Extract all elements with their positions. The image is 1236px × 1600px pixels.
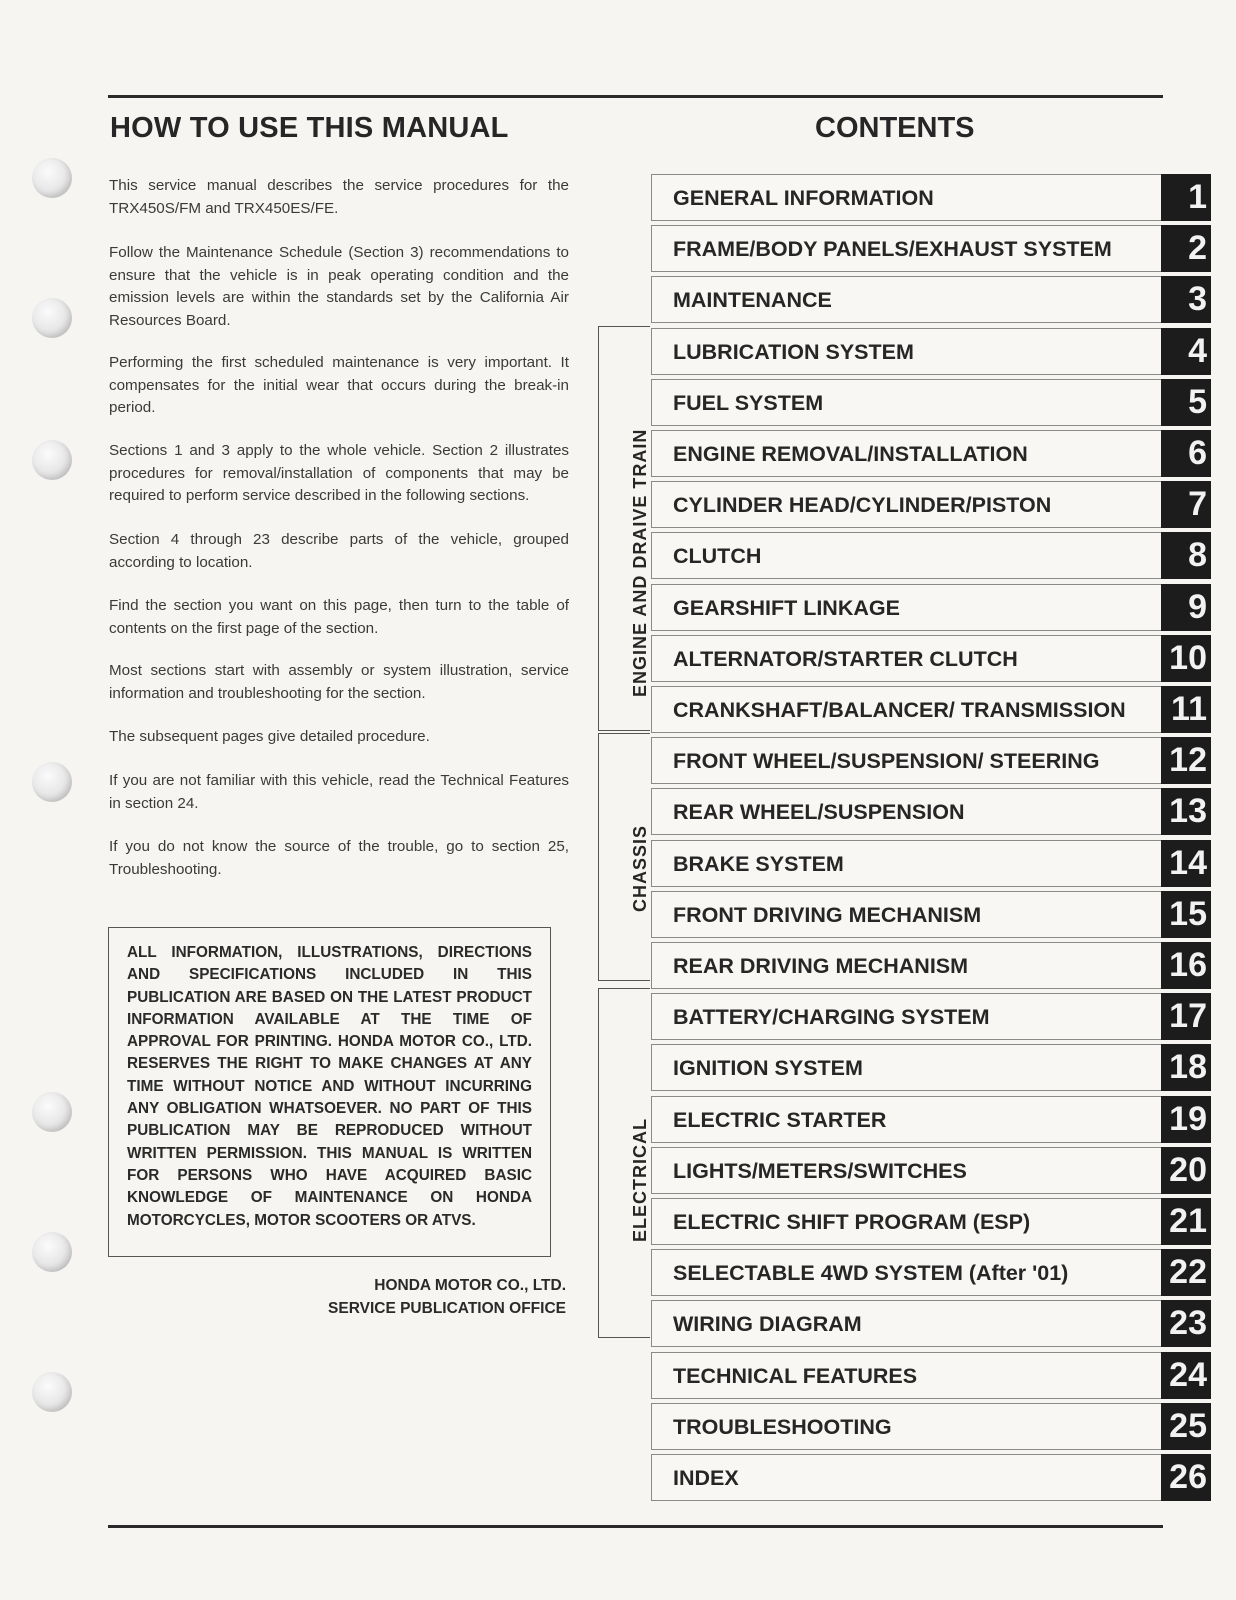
contents-title: CONTENTS — [815, 112, 975, 144]
intro-paragraph: Performing the first scheduled maintenance is very important. It compensates for the initial wear that occurs during the break-in period. — [109, 354, 569, 416]
section-number-tab: 21 — [1161, 1198, 1211, 1245]
contents-row-22[interactable] — [651, 1249, 1211, 1296]
disclaimer-box — [108, 927, 551, 1257]
section-number-tab: 17 — [1161, 993, 1211, 1040]
section-title: FRONT WHEEL/SUSPENSION/ STEERING — [673, 748, 1100, 773]
contents-row-14[interactable] — [651, 840, 1211, 887]
contents-row-21[interactable] — [651, 1198, 1211, 1245]
publisher-block — [328, 1274, 566, 1320]
section-title: FRONT DRIVING MECHANISM — [673, 902, 982, 927]
binder-hole — [32, 298, 72, 338]
contents-row-2[interactable] — [651, 225, 1211, 272]
section-number-tab: 9 — [1161, 584, 1211, 631]
contents-row-12[interactable] — [651, 737, 1211, 784]
section-title: ALTERNATOR/STARTER CLUTCH — [673, 646, 1018, 671]
intro-paragraph: If you do not know the source of the trouble, go to section 25, Troubleshooting. — [109, 838, 569, 878]
publisher-office: SERVICE PUBLICATION OFFICE — [328, 1300, 566, 1317]
group-label-chassis: CHASSIS — [630, 824, 650, 912]
section-title: LUBRICATION SYSTEM — [673, 339, 914, 364]
contents-row-19[interactable] — [651, 1096, 1211, 1143]
bottom-rule — [108, 1525, 1163, 1528]
section-title: MAINTENANCE — [673, 287, 832, 312]
binder-hole — [32, 1372, 72, 1412]
section-number-tab: 14 — [1161, 840, 1211, 887]
section-title: CLUTCH — [673, 543, 762, 568]
section-number-tab: 1 — [1161, 174, 1211, 221]
contents-row-25[interactable] — [651, 1403, 1211, 1450]
contents-row-11[interactable] — [651, 686, 1211, 733]
page-title: HOW TO USE THIS MANUAL — [110, 112, 509, 144]
group-chassis — [598, 733, 650, 981]
section-title: FUEL SYSTEM — [673, 390, 824, 415]
top-rule — [108, 95, 1163, 98]
contents-row-24[interactable] — [651, 1352, 1211, 1399]
section-number-tab: 16 — [1161, 942, 1211, 989]
section-title: SELECTABLE 4WD SYSTEM (After '01) — [673, 1260, 1069, 1285]
binder-hole — [32, 762, 72, 802]
intro-paragraph: Follow the Maintenance Schedule (Section 3) recommendations to ensure that the vehicle is in peak operating condition and the emission levels are within the standards set by the California Air Resources Board. — [109, 244, 569, 329]
section-title: CRANKSHAFT/BALANCER/ TRANSMISSION — [673, 697, 1126, 722]
section-number-tab: 6 — [1161, 430, 1211, 477]
section-title: IGNITION SYSTEM — [673, 1055, 863, 1080]
section-title: FRAME/BODY PANELS/EXHAUST SYSTEM — [673, 236, 1112, 261]
section-number-tab: 12 — [1161, 737, 1211, 784]
contents-row-13[interactable] — [651, 788, 1211, 835]
section-title: BATTERY/CHARGING SYSTEM — [673, 1004, 990, 1029]
section-number-tab: 26 — [1161, 1454, 1211, 1501]
section-title: REAR WHEEL/SUSPENSION — [673, 799, 965, 824]
intro-paragraph: Section 4 through 23 describe parts of the vehicle, grouped according to location. — [109, 531, 569, 571]
section-number-tab: 10 — [1161, 635, 1211, 682]
section-number-tab: 4 — [1161, 328, 1211, 375]
section-number-tab: 5 — [1161, 379, 1211, 426]
contents-row-10[interactable] — [651, 635, 1211, 682]
section-number-tab: 25 — [1161, 1403, 1211, 1450]
section-title: TROUBLESHOOTING — [673, 1414, 892, 1439]
disclaimer-text: ALL INFORMATION, ILLUSTRATIONS, DIRECTIONS AND SPECIFICATIONS INCLUDED IN THIS PUBLICATION ARE BASED ON THE LATEST PRODUCT INFORMATION AVAILABLE AT THE TIME OF APPROVAL FOR PRINTING. HONDA MOTOR CO., LTD. RESERVES THE RIGHT TO MAKE CHANGES AT ANY TIME WITHOUT NOTICE AND WITHOUT INCURRING ANY OBLIGATION WHATSOEVER. NO PART OF THIS PUBLICATION MAY BE REPRODUCED WITHOUT WRITTEN PERMISSION. THIS MANUAL IS WRITTEN FOR PERSONS WHO HAVE ACQUIRED BASIC KNOWLEDGE OF MAINTENANCE ON HONDA MOTORCYCLES, MOTOR SCOOTERS OR ATVS. — [127, 944, 532, 1229]
publisher-name: HONDA MOTOR CO., LTD. — [374, 1277, 566, 1294]
contents-row-7[interactable] — [651, 481, 1211, 528]
intro-paragraph: If you are not familiar with this vehicle, read the Technical Features in section 24. — [109, 772, 569, 812]
section-number-tab: 20 — [1161, 1147, 1211, 1194]
section-number-tab: 19 — [1161, 1096, 1211, 1143]
section-number-tab: 7 — [1161, 481, 1211, 528]
group-label-engine: ENGINE AND DRAIVE TRAIN — [630, 428, 650, 697]
section-number-tab: 18 — [1161, 1044, 1211, 1091]
binder-hole — [32, 158, 72, 198]
contents-row-20[interactable] — [651, 1147, 1211, 1194]
contents-row-18[interactable] — [651, 1044, 1211, 1091]
group-label-electrical: ELECTRICAL — [630, 1118, 650, 1242]
contents-row-4[interactable] — [651, 328, 1211, 375]
section-number-tab: 24 — [1161, 1352, 1211, 1399]
section-number-tab: 15 — [1161, 891, 1211, 938]
contents-row-26[interactable] — [651, 1454, 1211, 1501]
binder-hole — [32, 1232, 72, 1272]
section-number-tab: 2 — [1161, 225, 1211, 272]
section-title: BRAKE SYSTEM — [673, 851, 844, 876]
section-title: ELECTRIC SHIFT PROGRAM (ESP) — [673, 1209, 1031, 1234]
contents-row-8[interactable] — [651, 532, 1211, 579]
intro-paragraph: Sections 1 and 3 apply to the whole vehicle. Section 2 illustrates procedures for removal/installation of components that may be required to perform service described in the following sections. — [109, 442, 569, 504]
section-title: ENGINE REMOVAL/INSTALLATION — [673, 441, 1028, 466]
contents-row-1[interactable] — [651, 174, 1211, 221]
contents-row-9[interactable] — [651, 584, 1211, 631]
section-number-tab: 23 — [1161, 1300, 1211, 1347]
section-title: TECHNICAL FEATURES — [673, 1363, 918, 1388]
contents-row-17[interactable] — [651, 993, 1211, 1040]
contents-row-16[interactable] — [651, 942, 1211, 989]
section-number-tab: 11 — [1161, 686, 1211, 733]
section-title: WIRING DIAGRAM — [673, 1311, 862, 1336]
section-title: CYLINDER HEAD/CYLINDER/PISTON — [673, 492, 1052, 517]
binder-hole — [32, 1092, 72, 1132]
intro-paragraph: The subsequent pages give detailed procedure. — [109, 728, 430, 745]
intro-paragraph: This service manual describes the service procedures for the TRX450S/FM and TRX450ES/FE. — [109, 177, 569, 217]
section-number-tab: 8 — [1161, 532, 1211, 579]
contents-row-6[interactable] — [651, 430, 1211, 477]
group-electrical — [598, 988, 650, 1338]
section-title: INDEX — [673, 1465, 739, 1490]
contents-row-3[interactable] — [651, 276, 1211, 323]
section-title: GEARSHIFT LINKAGE — [673, 595, 900, 620]
section-number-tab: 22 — [1161, 1249, 1211, 1296]
group-engine — [598, 326, 650, 731]
section-title: GENERAL INFORMATION — [673, 185, 934, 210]
contents-row-15[interactable] — [651, 891, 1211, 938]
section-title: LIGHTS/METERS/SWITCHES — [673, 1158, 967, 1183]
section-number-tab: 3 — [1161, 276, 1211, 323]
contents-row-23[interactable] — [651, 1300, 1211, 1347]
contents-row-5[interactable] — [651, 379, 1211, 426]
section-title: ELECTRIC STARTER — [673, 1107, 887, 1132]
section-number-tab: 13 — [1161, 788, 1211, 835]
intro-paragraph: Most sections start with assembly or system illustration, service information and troubleshooting for the section. — [109, 662, 569, 702]
intro-paragraph: Find the section you want on this page, then turn to the table of contents on the first page of the section. — [109, 597, 569, 637]
binder-hole — [32, 440, 72, 480]
section-title: REAR DRIVING MECHANISM — [673, 953, 969, 978]
